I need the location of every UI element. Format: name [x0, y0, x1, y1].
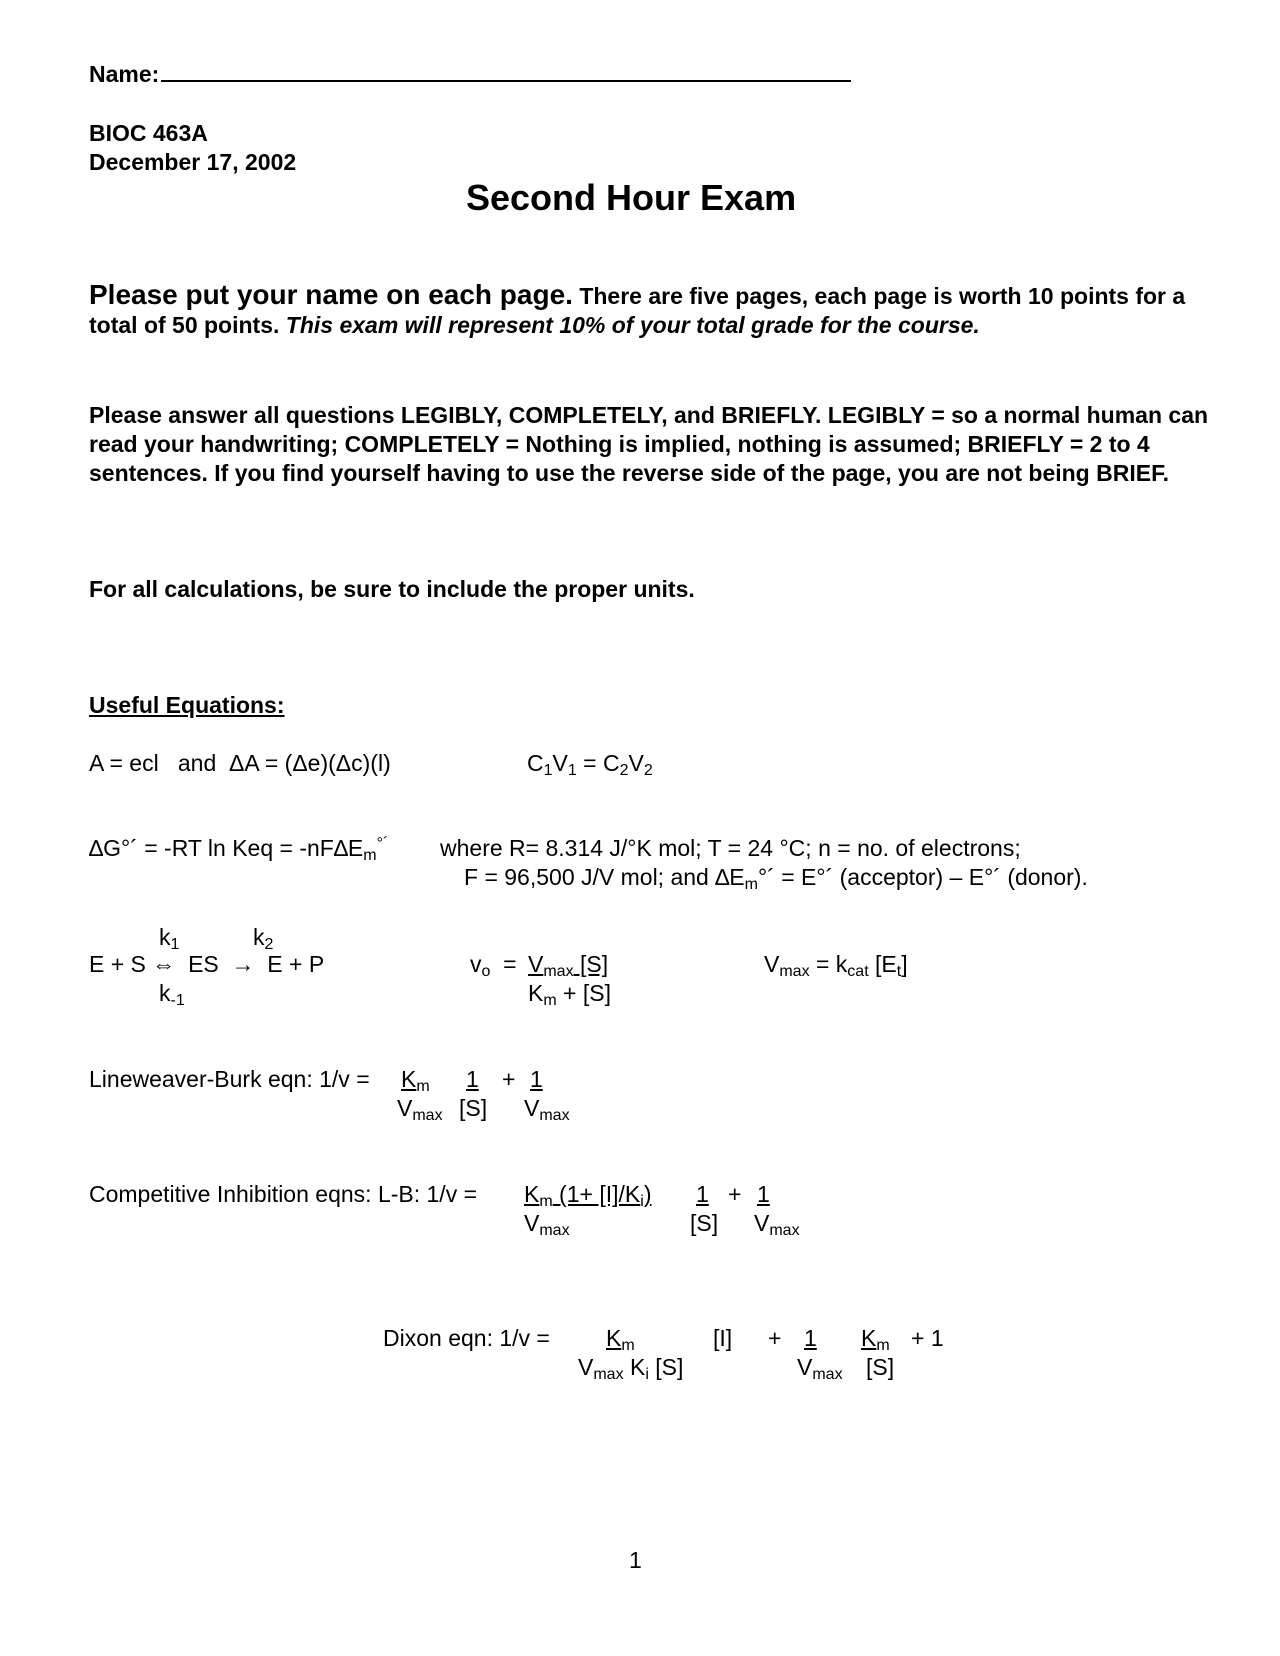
michaelis-menten-lhs: $v_o$ = [470, 951, 517, 980]
grade-weight-note: This exam will represent 10% of your total grade for the course. [285, 312, 980, 338]
lineweaver-burk-label: Lineweaver-Burk eqn: 1/v = [89, 1066, 370, 1092]
ci-vmax-denominator: $V_{max}$ [524, 1210, 570, 1239]
name-label: Name: [89, 61, 160, 87]
vmax-equation: $V_{max} = k_{cat}$ $[E_t]$ [764, 951, 908, 980]
lb-km-numerator: $K_m$ [401, 1066, 430, 1095]
name-blank-line[interactable] [161, 60, 851, 82]
lb-one-over-vmax-numerator: 1 [530, 1066, 543, 1092]
name-field [89, 60, 851, 88]
dixon-plus: + [768, 1325, 782, 1351]
dixon-label: Dixon eqn: 1/v = [383, 1325, 550, 1351]
dixon-plus-one: + 1 [911, 1325, 944, 1351]
rate-constant-k2: $k_2$ [253, 924, 274, 953]
course-code: BIOC 463A [89, 120, 208, 146]
dixon-km-numerator: $K_m$ [606, 1325, 635, 1354]
lb-s-denominator: [S] [459, 1095, 488, 1121]
ci-plus: + [728, 1181, 742, 1207]
rate-constant-k1: $k_1$ [159, 924, 180, 953]
points-info: There are five pages, each page is worth 10 points for a total of 50 points. [89, 283, 1186, 338]
gibbs-constants-line2: F = 96,500 J/V mol; and $\Delta E_m^\circ´$ = E°´ (acceptor) – E°´ (donor). [464, 864, 1088, 893]
dixon-km-numerator-2: $K_m$ [861, 1325, 890, 1354]
exam-date: December 17, 2002 [89, 149, 297, 175]
units-reminder: For all calculations, be sure to include the proper units. [89, 576, 695, 602]
instructions-paragraph-1 [89, 280, 1209, 340]
michaelis-menten-numerator: $V_{max}$ [S] [528, 951, 609, 980]
page-title: Second Hour Exam [466, 177, 797, 218]
lb-one-numerator: 1 [466, 1066, 479, 1092]
gibbs-constants: where R= 8.314 J/°K mol; T = 24 °C; n = no. of electrons; [440, 835, 1021, 861]
beer-lambert-equation: A = ecl and ΔA = (Δe)(Δc)(l) [89, 750, 391, 776]
enzyme-reaction-scheme: E + S ⇔ ES → E + P [89, 951, 325, 977]
dilution-equation: $C_1V_1 = C_2V_2$ [527, 750, 653, 779]
page-number: 1 [629, 1547, 642, 1573]
dixon-denominator: $V_{max}$ $K_i$ [S] [578, 1354, 684, 1383]
equations-heading: Useful Equations: [89, 692, 285, 718]
ci-s-denominator: [S] [690, 1210, 719, 1236]
ci-one-over-vmax-numerator: 1 [757, 1181, 770, 1207]
competitive-inhibition-label: Competitive Inhibition eqns: L-B: 1/v = [89, 1181, 478, 1207]
gibbs-equation: ∆G°´ = -RT ln Keq = $-nF\Delta E_m^{^\circ´}$ [89, 835, 389, 864]
michaelis-menten-denominator: $K_m + [S]$ [528, 980, 612, 1009]
rate-constant-k-minus-1: $k_{-1}$ [159, 980, 185, 1009]
lb-plus: + [502, 1066, 516, 1092]
dixon-one-numerator: 1 [804, 1325, 817, 1351]
instructions-paragraph-2: Please answer all questions LEGIBLY, COMPLETELY, and BRIEFLY. LEGIBLY = so a normal human can read your handwriting; COMPLETELY = Nothing is implied, nothing is assumed; BRIEFLY = 2 to 4 sentences. If you find yourself having to use the reverse side of the page, you are not being BRIEF. [89, 402, 1209, 486]
dixon-vmax-denominator: $V_{max}$ [797, 1354, 843, 1383]
dixon-s-denominator: [S] [866, 1354, 895, 1380]
lb-vmax-denominator-2: $V_{max}$ [524, 1095, 570, 1124]
ci-numerator: $K_m$ $(1+ [I]/K_i)$ [524, 1181, 652, 1210]
dixon-inhibitor-term: [I] [713, 1325, 733, 1351]
lb-vmax-denominator: $V_{max}$ [397, 1095, 443, 1124]
name-instruction-lead: Please put your name on each page. [89, 279, 573, 310]
ci-vmax-denominator-2: $V_{max}$ [754, 1210, 800, 1239]
ci-one-numerator: 1 [696, 1181, 709, 1207]
